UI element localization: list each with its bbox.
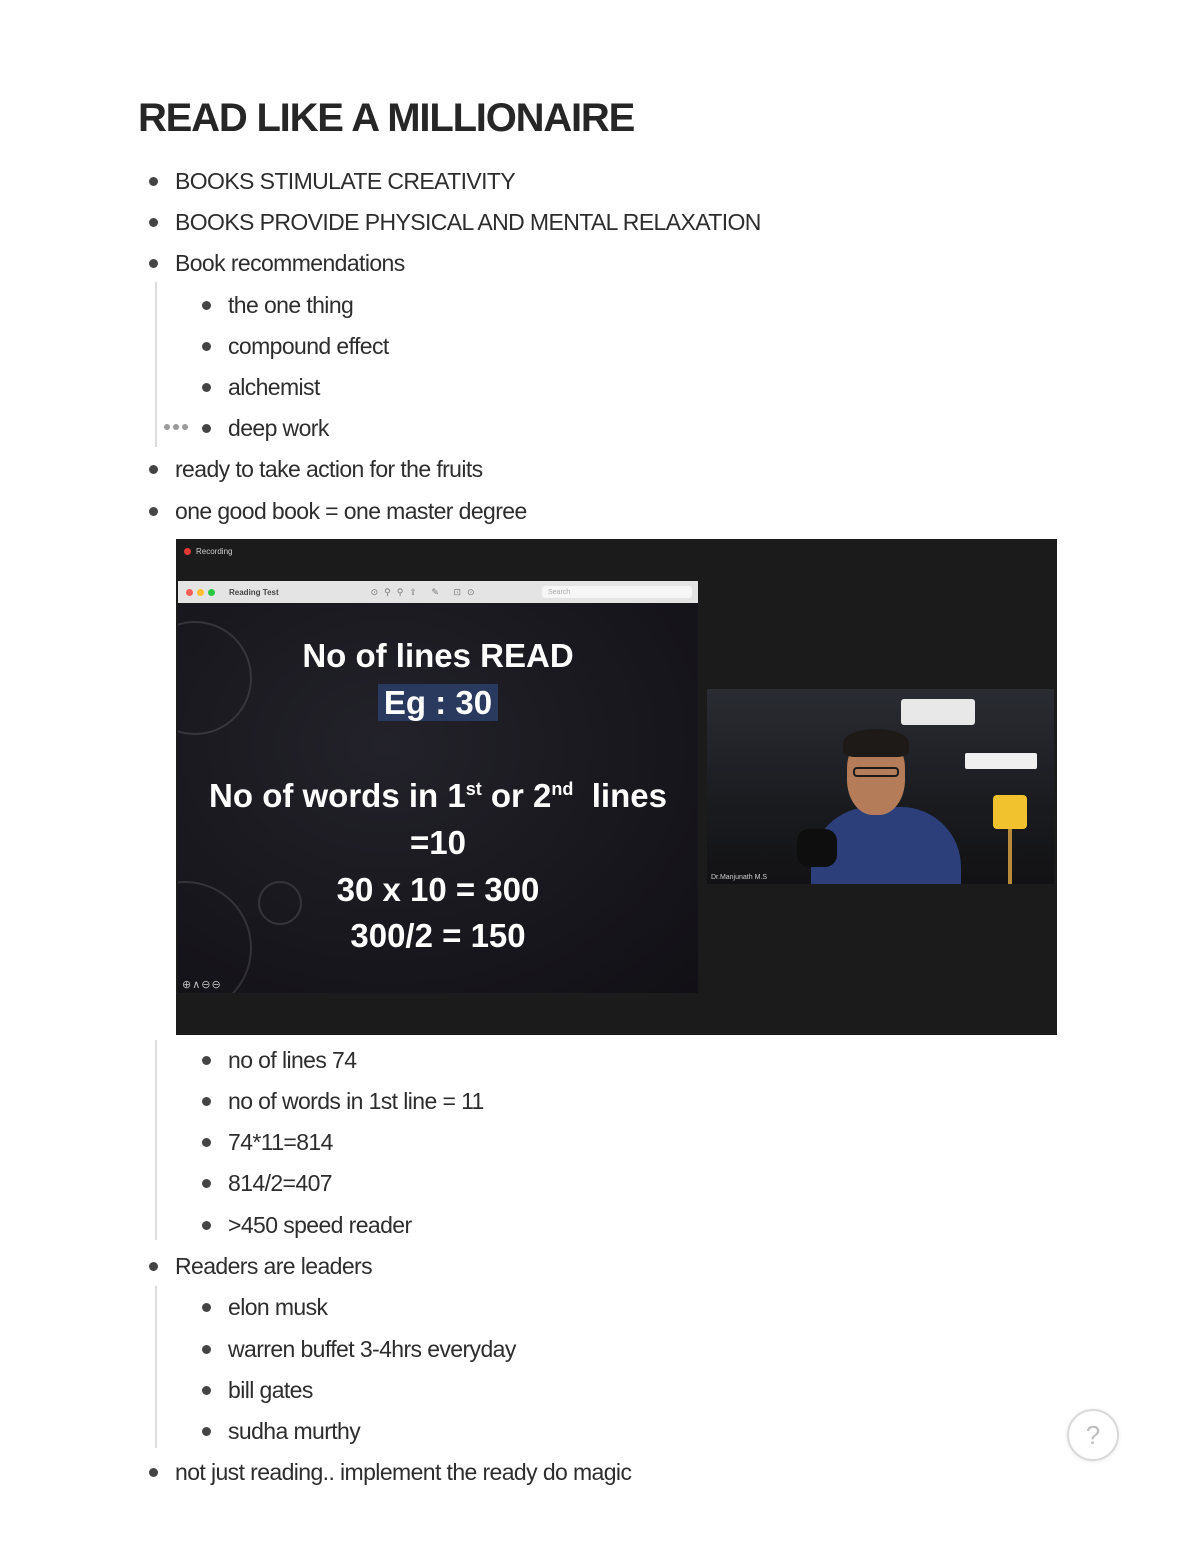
bullet-dot[interactable]	[202, 1427, 211, 1436]
help-button[interactable]: ?	[1067, 1409, 1119, 1461]
slide-sup: nd	[551, 779, 574, 799]
window-title: Reading Test	[229, 587, 279, 597]
bullet-text[interactable]: deep work	[228, 414, 329, 441]
slide-line: No of lines READ	[302, 637, 574, 674]
participant-name: Dr.Manjunath M.S	[711, 874, 768, 881]
search-field: Search	[542, 586, 692, 598]
bullet-item[interactable]	[202, 1373, 313, 1407]
bullet-item[interactable]	[202, 1208, 412, 1242]
bullet-dot[interactable]	[149, 1468, 158, 1477]
bullet-item[interactable]	[202, 1125, 333, 1159]
more-options-icon[interactable]	[164, 424, 188, 430]
bullet-item[interactable]	[149, 205, 761, 239]
embedded-screenshot[interactable]	[176, 539, 1057, 1035]
bullet-text[interactable]: BOOKS PROVIDE PHYSICAL AND MENTAL RELAXATION	[175, 208, 761, 235]
bullet-dot[interactable]	[202, 424, 211, 433]
minimize-icon	[197, 589, 204, 596]
bullet-item[interactable]	[202, 1332, 516, 1366]
lamp-pole	[1008, 829, 1012, 884]
record-icon	[184, 548, 191, 555]
presenter-glasses	[853, 767, 899, 777]
slide-line: 300/2 = 150	[350, 917, 526, 954]
bullet-item[interactable]	[202, 1290, 327, 1324]
lamp	[993, 795, 1027, 829]
bullet-dot[interactable]	[202, 1386, 211, 1395]
bullet-text[interactable]: Book recommendations	[175, 249, 405, 276]
bullet-item[interactable]	[202, 1414, 360, 1448]
air-conditioner	[901, 699, 975, 725]
maximize-icon	[208, 589, 215, 596]
microphone	[797, 829, 837, 867]
bullet-item[interactable]	[202, 370, 320, 404]
bullet-dot[interactable]	[202, 1138, 211, 1147]
bullet-item[interactable]	[149, 1455, 631, 1489]
bullet-dot[interactable]	[202, 1179, 211, 1188]
bullet-text[interactable]: >450 speed reader	[228, 1211, 412, 1238]
slide-line	[178, 684, 698, 722]
bullet-dot[interactable]	[149, 259, 158, 268]
bullet-dot[interactable]	[149, 507, 158, 516]
bullet-text[interactable]: no of lines 74	[228, 1046, 357, 1073]
bullet-text[interactable]: Readers are leaders	[175, 1252, 372, 1279]
bullet-text[interactable]: sudha murthy	[228, 1417, 361, 1444]
thread-line	[155, 1286, 157, 1448]
bullet-dot[interactable]	[202, 383, 211, 392]
viewer-toolbar	[178, 581, 698, 603]
bullet-text[interactable]: ready to take action for the fruits	[175, 455, 483, 482]
slide-text: lines	[573, 777, 667, 814]
bullet-item[interactable]	[149, 452, 483, 486]
bullet-dot[interactable]	[202, 1221, 211, 1230]
bullet-dot[interactable]	[202, 1345, 211, 1354]
slide-text: or 2	[481, 777, 552, 814]
bullet-text[interactable]: no of words in 1st line = 11	[228, 1087, 484, 1114]
bullet-item[interactable]	[149, 494, 527, 528]
webcam-video	[707, 689, 1054, 884]
presenter-hair	[843, 729, 909, 757]
bullet-item[interactable]	[202, 411, 329, 445]
bullet-text[interactable]: warren buffet 3-4hrs everyday	[228, 1335, 516, 1362]
bullet-dot[interactable]	[202, 1303, 211, 1312]
slide-line	[178, 777, 698, 815]
slide-text: No of words in 1	[209, 777, 466, 814]
recording-indicator	[184, 547, 232, 556]
bullet-text[interactable]: BOOKS STIMULATE CREATIVITY	[175, 167, 516, 194]
bullet-item[interactable]	[149, 246, 405, 280]
bullet-item[interactable]	[149, 164, 515, 198]
close-icon	[186, 589, 193, 596]
recording-label: Recording	[196, 547, 233, 556]
bullet-text[interactable]: bill gates	[228, 1376, 313, 1403]
bullet-dot[interactable]	[149, 1262, 158, 1271]
bullet-item[interactable]	[202, 1043, 356, 1077]
bullet-dot[interactable]	[202, 342, 211, 351]
slide-sup: st	[465, 779, 482, 799]
bullet-dot[interactable]	[149, 465, 158, 474]
bullet-dot[interactable]	[202, 1056, 211, 1065]
bullet-item[interactable]	[149, 1249, 372, 1283]
bullet-dot[interactable]	[202, 301, 211, 310]
slide-line: 30 x 10 = 300	[336, 871, 540, 908]
bullet-text[interactable]: 814/2=407	[228, 1169, 332, 1196]
bullet-item[interactable]	[202, 1084, 484, 1118]
bullet-text[interactable]: 74*11=814	[228, 1128, 333, 1155]
page-title: READ LIKE A MILLIONAIRE	[138, 96, 635, 140]
thread-line	[155, 1040, 157, 1240]
bullet-text[interactable]: alchemist	[228, 373, 320, 400]
thread-line	[155, 282, 157, 447]
bullet-item[interactable]	[202, 1166, 332, 1200]
bullet-item[interactable]	[202, 288, 353, 322]
bullet-text[interactable]: the one thing	[228, 291, 354, 318]
bullet-dot[interactable]	[149, 177, 158, 186]
bullet-text[interactable]: elon musk	[228, 1293, 328, 1320]
wall-shelf	[965, 753, 1037, 769]
slide-highlight: Eg : 30	[378, 684, 498, 721]
presentation-slide	[178, 581, 698, 993]
bullet-text[interactable]: not just reading.. implement the ready do magic	[175, 1458, 632, 1485]
bullet-dot[interactable]	[149, 218, 158, 227]
bullet-text[interactable]: compound effect	[228, 332, 389, 359]
bullet-text[interactable]: one good book = one master degree	[175, 497, 527, 524]
slide-line: =10	[410, 824, 466, 861]
toolbar-icons: ⊙⚲⚲⇪ ✎ ⊡⊙	[370, 586, 481, 597]
slide-controls-icon: ⊕∧⊖⊖	[182, 979, 222, 991]
bullet-item[interactable]	[202, 329, 389, 363]
bullet-dot[interactable]	[202, 1097, 211, 1106]
